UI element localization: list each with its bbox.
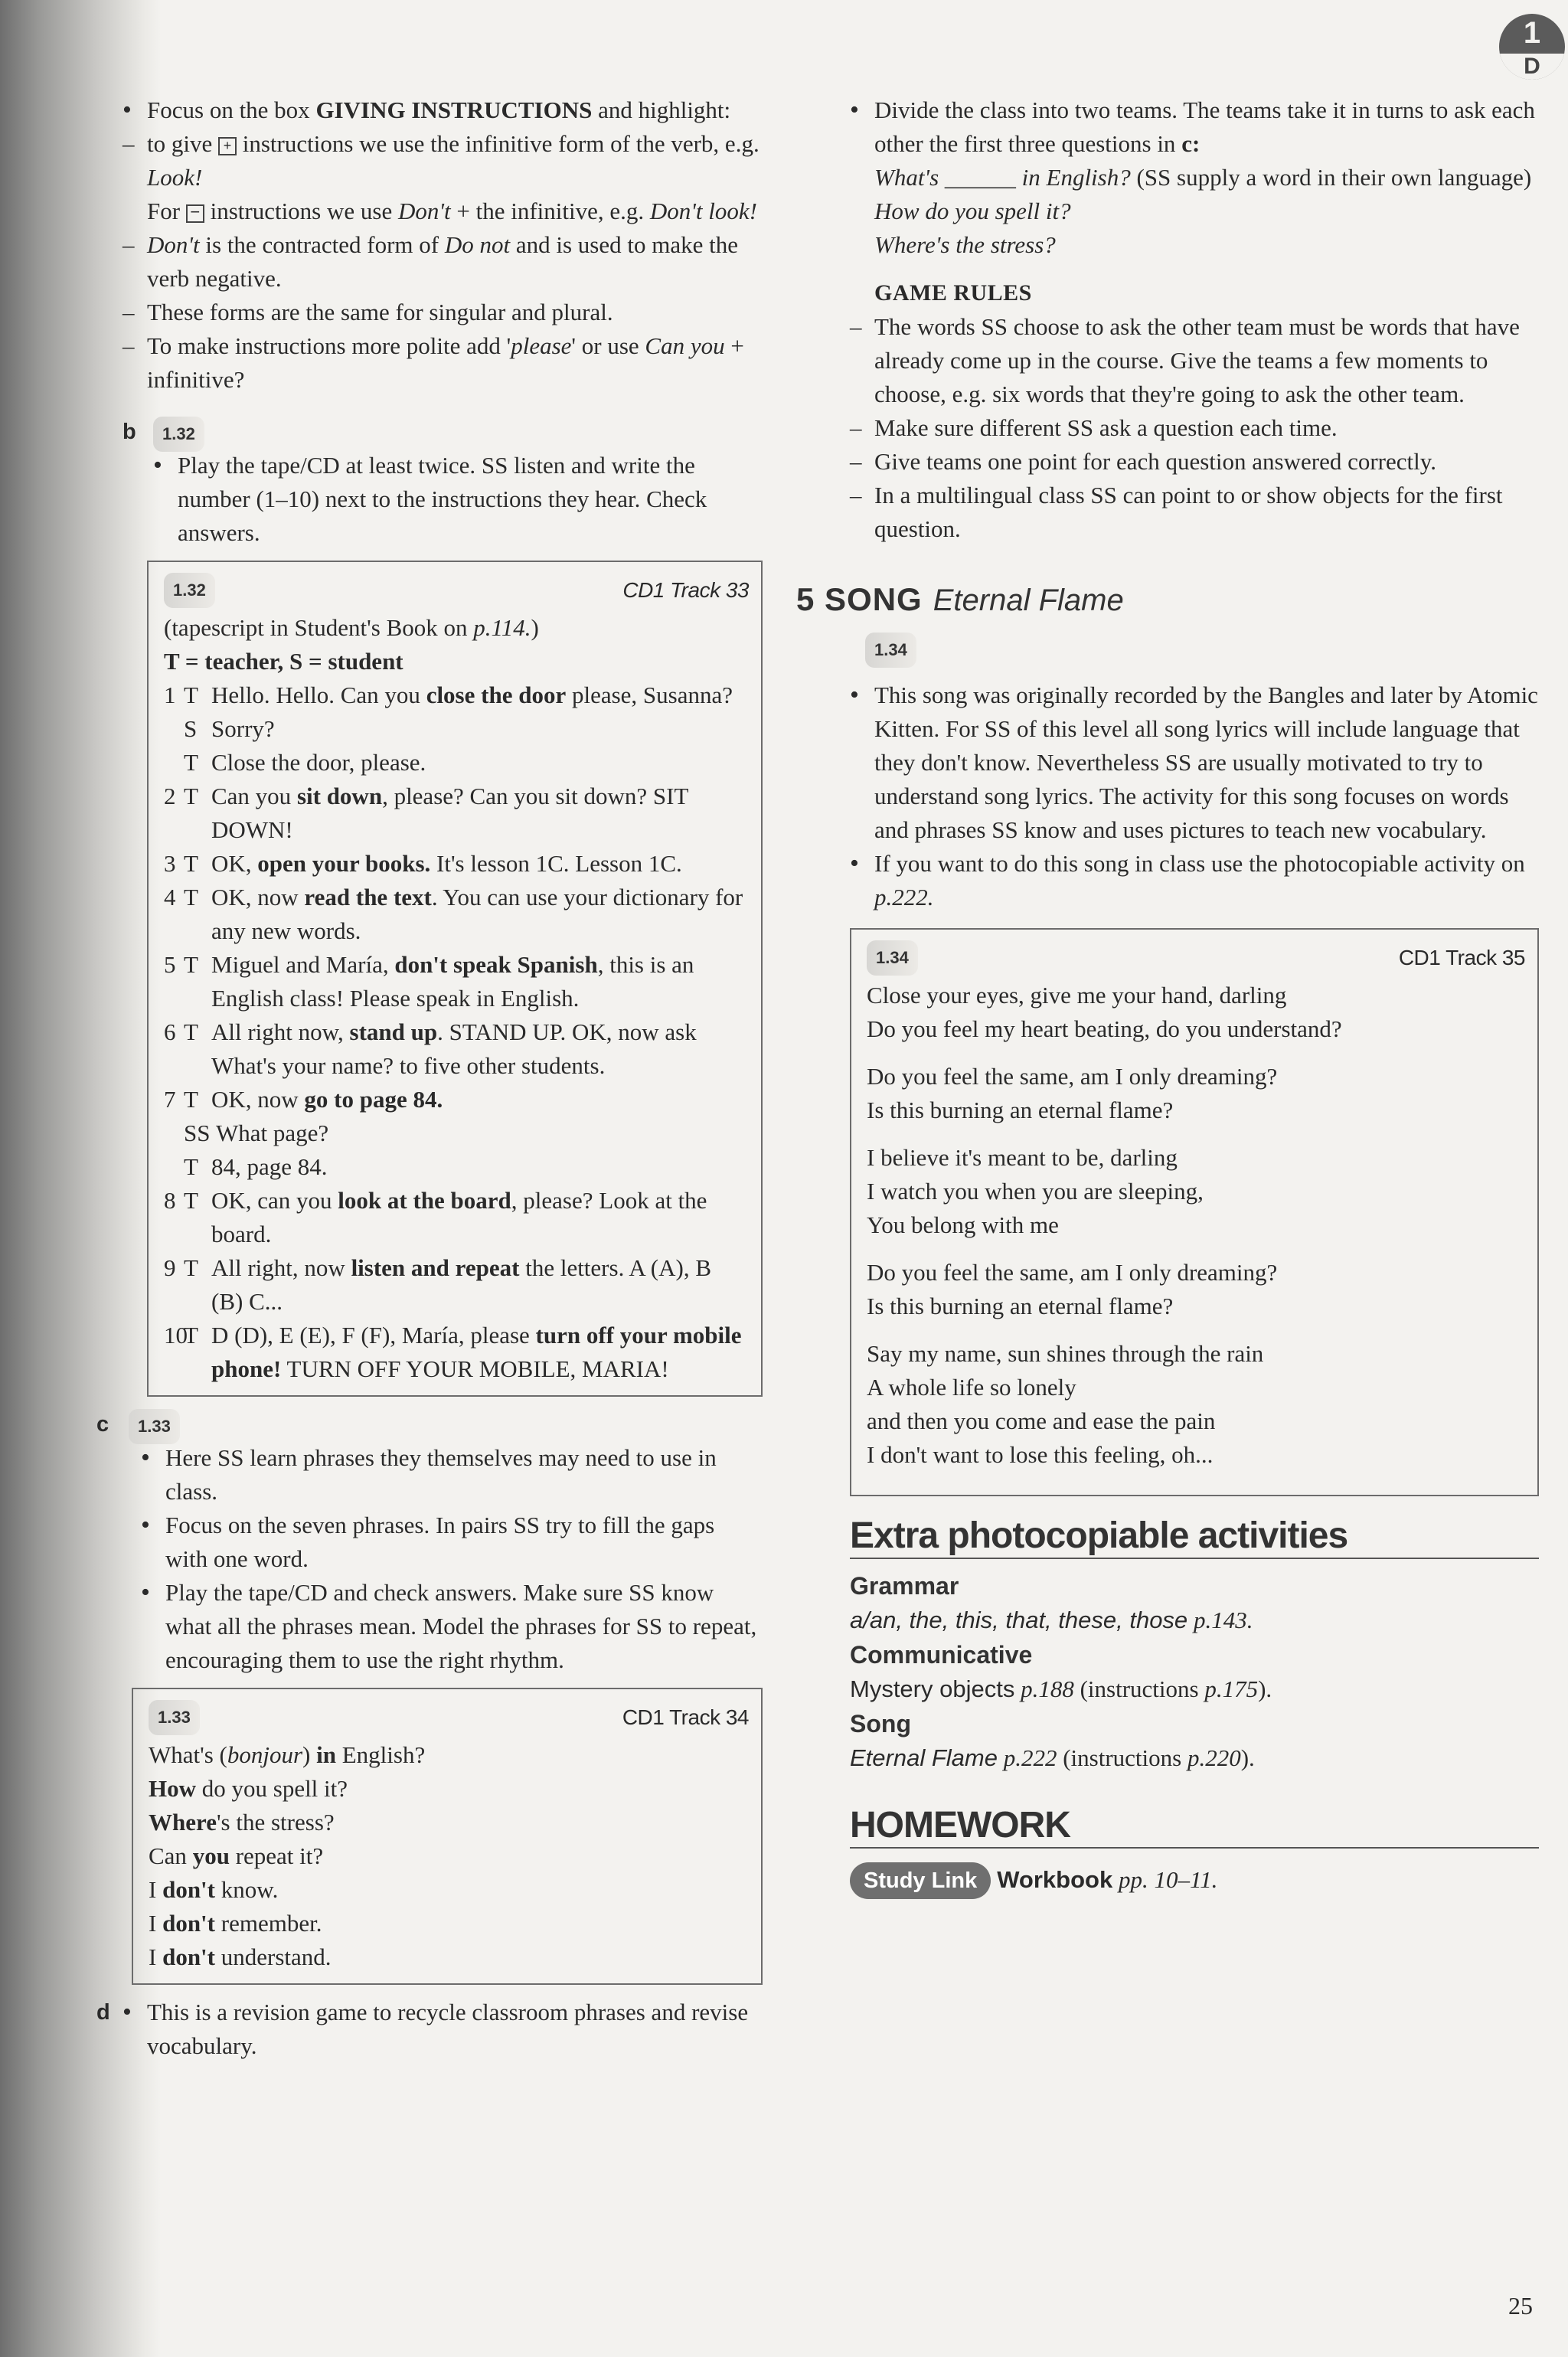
line-number: 1 [164,682,176,708]
instruction-note-3: – These forms are the same for singular and plural. [122,296,763,329]
phrase-line: Can you repeat it? [149,1842,324,1869]
instruction-phrase: listen and repeat [351,1254,520,1281]
lyrics-line: You belong with me [867,1211,1059,1238]
speaker: T [184,1153,198,1180]
lyrics-line: Is this burning an eternal flame? [867,1293,1174,1319]
line-number: 8 [164,1187,176,1214]
phrase-line: How do you spell it? [149,1775,348,1802]
lyrics-stanza [867,1060,1525,1127]
instruction-phrase: close the door [426,682,567,708]
lyrics-line: I don't want to lose this feeling, oh... [867,1441,1214,1468]
section-c-header [96,1407,763,1441]
line-text: OK, can you look at the board, please? Look at the board. [211,1187,707,1247]
game-rule: – Give teams one point for each question answered correctly. [850,445,1539,479]
workbook-label: Workbook [997,1866,1113,1893]
section-b-bullet: • Play the tape/CD at least twice. SS listen and write the number (1–10) next to the instructions they hear. Check answers. [153,449,763,550]
speaker: T [184,682,198,708]
question-2: How do you spell it? [874,198,1071,224]
lyrics-line: Is this burning an eternal flame? [867,1097,1174,1123]
song-heading: 5 SONG Eternal Flame [796,581,1124,617]
dialogue-line [164,1015,749,1083]
section-b-letter: b [122,420,136,444]
right-column [796,93,1539,1899]
section-d-bullet: • This is a revision game to recycle classroom phrases and revise vocabulary. [122,1996,763,2063]
lyrics-stanza [867,1141,1525,1242]
section-c-bullet-3: • Play the tape/CD and check answers. Make sure SS know what all the phrases mean. Model the phrases for SS to repeat, encouraging them to use the right rhythm. [141,1576,763,1677]
teams-bullet: • Divide the class into two teams. The teams take it in turns to ask each other the first three questions in c: What's ______ in English? (SS supply a word in their own language) How do you spell it? Where's the stress? [850,93,1539,262]
unit-badge [1499,14,1565,80]
line-number [164,746,184,780]
communicative-item: Mystery objects p.188 (instructions p.175). [850,1675,1272,1702]
song-item: Eternal Flame p.222 (instructions p.220). [850,1744,1255,1771]
lyrics-line: Do you feel the same, am I only dreaming? [867,1259,1278,1286]
tapescript-ref: (tapescript in Student's Book on p.114.) [164,614,539,641]
line-number: 5 [164,951,176,978]
dialogue-line [164,1083,749,1116]
lyrics-line: Do you feel my heart beating, do you understand? [867,1015,1342,1042]
line-number [164,1116,184,1150]
plus-box-icon: + [218,137,237,155]
game-rules-list [850,310,1539,546]
lyrics-line: I watch you when you are sleeping, [867,1178,1204,1205]
box-tag-133: 1.33 [149,1700,200,1735]
dialogue-lines [164,678,749,1386]
line-number: 10 [164,1322,188,1348]
instruction-phrase: read the text [304,884,432,910]
audio-tag-132: 1.32 [153,417,204,452]
track-label-34: CD1 Track 34 [622,1705,749,1729]
line-text: All right now, stand up. STAND UP. OK, now ask What's your name? to five other students. [211,1018,697,1079]
phrase-key: in [316,1741,336,1768]
lyrics-stanza [867,1256,1525,1323]
phrase-key: How [149,1775,196,1802]
section-d [96,1996,763,2063]
lyrics-line: A whole life so lonely [867,1374,1076,1401]
left-column [96,93,763,2063]
line-number: 3 [164,850,176,877]
line-text: 84, page 84. [211,1153,328,1180]
homework-line: Study Link Workbook pp. 10–11. [850,1862,1539,1899]
lyrics-line: Say my name, sun shines through the rain [867,1340,1264,1367]
song-label: Song [850,1710,911,1738]
instruction-phrase: stand up [349,1018,438,1045]
line-number: 2 [164,783,176,809]
dialogue-line [164,746,749,780]
homework-heading: HOMEWORK [850,1809,1539,1849]
speaker: SS [184,1120,211,1146]
dialogue-line [164,1319,749,1386]
speaker: T [184,1187,198,1214]
phrase-key: don't [162,1943,215,1970]
phrase-line: What's (bonjour) in English? [149,1741,426,1768]
instruction-phrase: sit down [296,783,383,809]
line-text: D (D), E (E), F (F), María, please turn off your mobile phone! TURN OFF YOUR MOBILE, MARIA! [211,1322,742,1382]
line-text: OK, now go to page 84. [211,1086,443,1113]
track-label-35: CD1 Track 35 [1398,946,1525,969]
line-number: 6 [164,1018,176,1045]
game-rules-title: GAME RULES [874,280,1032,306]
extra-activities-heading: Extra photocopiable activities [850,1519,1539,1559]
phrase-lines [149,1738,749,1974]
dialogue-line [164,948,749,1015]
song-bullet-1: • This song was originally recorded by the Bangles and later by Atomic Kitten. For SS of this level all song lyrics will include language that they don't know. Nevertheless SS are usually motivated to try to understand song lyrics. The activity for this song focuses on words and phrases SS know and uses pictures to teach new vocabulary. [850,678,1539,847]
lyrics-line: I believe it's meant to be, darling [867,1144,1178,1171]
dialogue-line [164,712,749,746]
line-number: 4 [164,884,176,910]
speaker: T [184,884,198,910]
unit-number: 1 [1523,16,1541,50]
song-tag-row [865,631,1539,668]
speaker: T [184,1254,198,1281]
speaker: T [184,749,198,776]
line-text: Hello. Hello. Can you close the door please, Susanna? [211,682,733,708]
instruction-note-4: – To make instructions more polite add 'please' or use Can you + infinitive? [122,329,763,397]
line-text: Miguel and María, don't speak Spanish, this is an English class! Please speak in English. [211,951,694,1012]
minus-box-icon: − [186,204,204,223]
dialogue-line [164,1116,749,1150]
line-number [164,1150,184,1184]
box-tag-134: 1.34 [867,940,918,976]
song-bullet-2: • If you want to do this song in class use the photocopiable activity on p.222. [850,847,1539,914]
instruction-phrase: go to page 84. [304,1086,443,1113]
phrase-key: Where [149,1809,217,1836]
line-text: OK, open your books. It's lesson 1C. Lesson 1C. [211,850,682,877]
grammar-label: Grammar [850,1572,959,1600]
phrase-key: you [192,1842,230,1869]
focus-bullet: • Focus on the box GIVING INSTRUCTIONS and highlight: [122,93,763,127]
instruction-note-1b: For − instructions we use Don't + the infinitive, e.g. Don't look! [147,198,757,224]
audio-tag-134: 1.34 [865,633,916,668]
dialogue-line [164,847,749,881]
phrase-key: don't [162,1876,215,1903]
section-c-letter: c [96,1412,109,1437]
speaker-legend: T = teacher, S = student [164,648,403,675]
line-text: Can you sit down, please? Can you sit down? SIT DOWN! [211,783,688,843]
instruction-note-1: – to give + instructions we use the infinitive form of the verb, e.g. Look! For − instructions we use Don't + the infinitive, e.g. Don't look! [122,127,763,228]
game-rule: – The words SS choose to ask the other team must be words that have already come up in the course. Give the teams a few moments to choose, e.g. six words that they're going to ask the other team. [850,310,1539,411]
audio-tag-133: 1.33 [129,1409,180,1444]
question-3: Where's the stress? [874,231,1056,258]
instruction-phrase: turn off your mobile phone! [211,1322,742,1382]
section-d-letter: d [96,2000,110,2025]
lyrics-line: and then you come and ease the pain [867,1407,1216,1434]
dialogue-line [164,1251,749,1319]
speaker: T [184,783,198,809]
dialogue-line [164,1184,749,1251]
line-number: 9 [164,1254,176,1281]
speaker: T [184,951,198,978]
lyrics-stanza [867,1337,1525,1472]
unit-letter: D [1499,51,1565,80]
dialogue-line [164,881,749,948]
lyrics-box [850,928,1539,1496]
line-text: All right, now listen and repeat the letters. A (A), B (B) C... [211,1254,711,1315]
instruction-phrase: look at the board [338,1187,511,1214]
instruction-note-2: – Don't is the contracted form of Do not and is used to make the verb negative. [122,228,763,296]
instruction-phrase: don't speak Spanish [394,951,598,978]
lyrics-stanza [867,979,1525,1046]
dialogue-line [164,1150,749,1184]
speaker: T [184,1322,198,1348]
phrase-line: Where's the stress? [149,1809,335,1836]
phrase-line: I don't remember. [149,1910,322,1937]
line-text: Sorry? [211,715,275,742]
line-text: Close the door, please. [211,749,426,776]
question-1: What's ______ in English? (SS supply a word in their own language) [874,164,1532,191]
speaker: T [184,1086,198,1113]
game-rule: – In a multilingual class SS can point to or show objects for the first question. [850,479,1539,546]
speaker: T [184,850,198,877]
line-text: What page? [216,1120,329,1146]
tapescript-box-133 [132,1688,763,1985]
speaker: S [184,715,198,742]
line-number: 7 [164,1086,176,1113]
phrase-line: I don't know. [149,1876,279,1903]
track-label-33: CD1 Track 33 [622,578,749,602]
phrase-key: don't [162,1910,215,1937]
line-text: OK, now read the text. You can use your dictionary for any new words. [211,884,743,944]
page-number: 25 [1508,2292,1533,2319]
section-c-bullet-1: • Here SS learn phrases they themselves may need to use in class. [141,1441,763,1509]
communicative-label: Communicative [850,1641,1033,1669]
dialogue-line [164,780,749,847]
study-link-badge: Study Link [850,1862,991,1899]
speaker: T [184,1018,198,1045]
instruction-phrase: open your books. [257,850,431,877]
lyrics-line: Close your eyes, give me your hand, darling [867,982,1287,1009]
lyrics [867,979,1525,1472]
game-rule: – Make sure different SS ask a question each time. [850,411,1539,445]
section-c-bullet-2: • Focus on the seven phrases. In pairs SS try to fill the gaps with one word. [141,1509,763,1576]
tapescript-box-132 [147,561,763,1397]
grammar-item: a/an, the, this, that, these, those p.143. [850,1607,1253,1633]
phrase-italic: bonjour [227,1741,303,1768]
phrase-line: I don't understand. [149,1943,332,1970]
box-tag-132: 1.32 [164,573,215,608]
dialogue-line [164,678,749,712]
lyrics-line: Do you feel the same, am I only dreaming? [867,1063,1278,1090]
section-b-header [122,415,763,449]
line-number [164,712,184,746]
